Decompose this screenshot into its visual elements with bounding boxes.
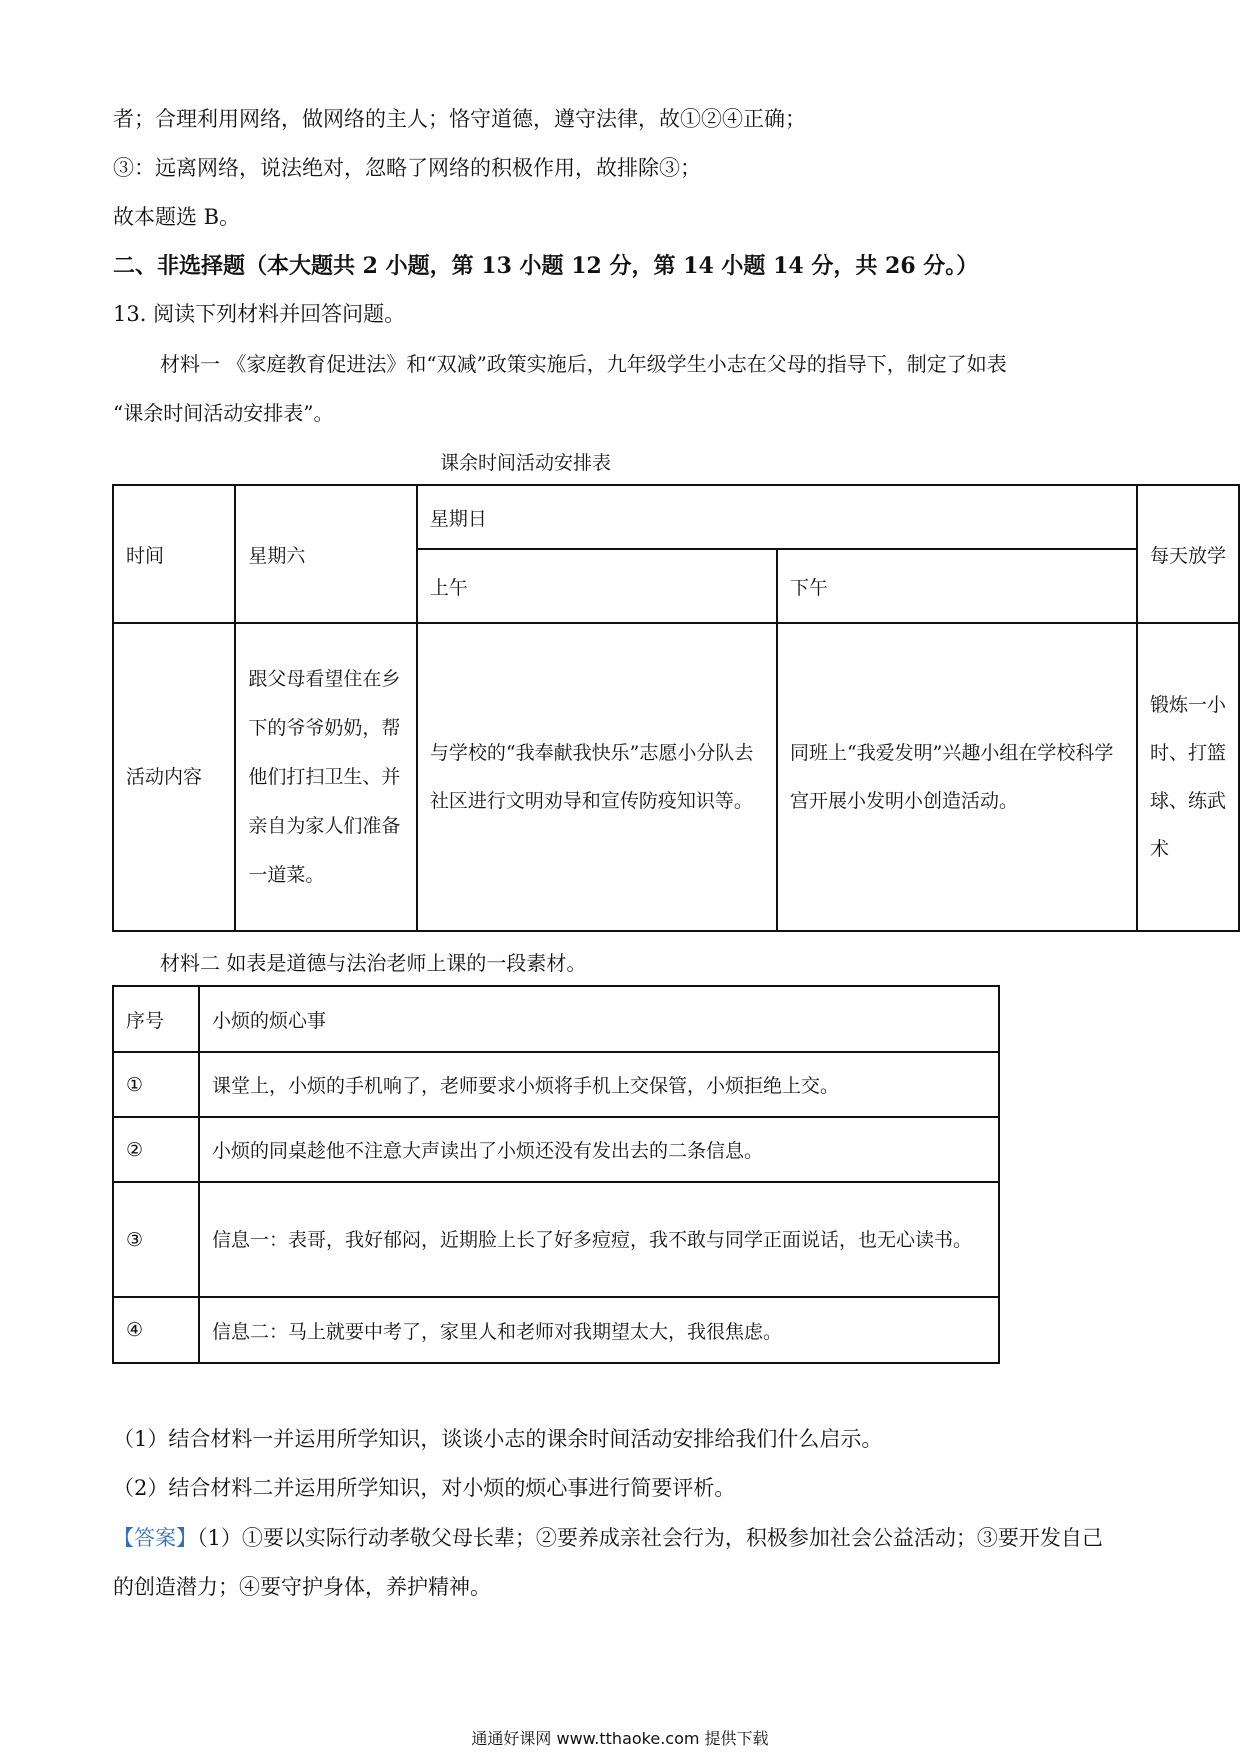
question-1: （1）结合材料一并运用所学知识，谈谈小志的课余时间活动安排给我们什么启示。 (113, 1427, 883, 1451)
row-number: ① (113, 1052, 199, 1117)
row-label-activity: 活动内容 (113, 623, 235, 931)
header-daily: 每天放学 (1137, 485, 1239, 623)
sunday-afternoon-activity: 同班上“我爱发明”兴趣小组在学校科学宫开展小发明小创造活动。 (777, 623, 1137, 931)
header-morning: 上午 (417, 549, 777, 623)
header-afternoon: 下午 (777, 549, 1137, 623)
header-time: 时间 (113, 485, 235, 623)
saturday-activity: 跟父母看望住在乡下的爷爷奶奶，帮他们打扫卫生、并亲自为家人们准备一道菜。 (235, 623, 417, 931)
answer-line-2: 的创造潜力；④要守护身体，养护精神。 (113, 1575, 491, 1599)
header-worries: 小烦的烦心事 (199, 986, 999, 1052)
section-heading: 二、非选择题（本大题共 2 小题，第 13 小题 12 分，第 14 小题 14 分，共 26 分。） (113, 253, 979, 279)
row-number: ③ (113, 1182, 199, 1297)
row-number: ④ (113, 1297, 199, 1363)
row-number: ② (113, 1117, 199, 1182)
schedule-table (112, 484, 1240, 932)
table-caption: 课余时间活动安排表 (440, 452, 612, 474)
material-one-cont: “课余时间活动安排表”。 (113, 401, 334, 425)
daily-activity: 锻炼一小时、打篮球、练武术 (1137, 623, 1239, 931)
header-sunday: 星期日 (417, 485, 1137, 549)
answer-tag: 【答案】 (113, 1526, 197, 1550)
row-text: 信息二：马上就要中考了，家里人和老师对我期望太大，我很焦虑。 (199, 1297, 999, 1363)
header-number: 序号 (113, 986, 199, 1052)
answer-line (113, 1523, 1103, 1553)
header-saturday: 星期六 (235, 485, 417, 623)
answer-text: （1）①要以实际行动孝敬父母长辈；②要养成亲社会行为，积极参加社会公益活动；③要开发自己 (197, 1526, 1103, 1550)
row-text: 小烦的同桌趁他不注意大声读出了小烦还没有发出去的二条信息。 (199, 1117, 999, 1182)
material-two: 材料二 如表是道德与法治老师上课的一段素材。 (160, 951, 587, 975)
material-one: 材料一 《家庭教育促进法》和“双减”政策实施后，九年级学生小志在父母的指导下，制定了如表 (160, 352, 1007, 376)
question-number: 13. 阅读下列材料并回答问题。 (113, 302, 406, 326)
worries-table (112, 985, 1000, 1364)
text-line: ③：远离网络，说法绝对，忽略了网络的积极作用，故排除③； (113, 156, 701, 180)
question-2: （2）结合材料二并运用所学知识，对小烦的烦心事进行简要评析。 (113, 1476, 736, 1500)
text-line: 故本题选 B。 (113, 205, 241, 229)
row-text: 课堂上，小烦的手机响了，老师要求小烦将手机上交保管，小烦拒绝上交。 (199, 1052, 999, 1117)
sunday-morning-activity: 与学校的“我奉献我快乐”志愿小分队去社区进行文明劝导和宣传防疫知识等。 (417, 623, 777, 931)
footer-source: 通通好课网 www.tthaoke.com 提供下载 (471, 1729, 769, 1748)
row-text: 信息一：表哥，我好郁闷，近期脸上长了好多痘痘，我不敢与同学正面说话，也无心读书。 (199, 1182, 999, 1297)
text-line: 者；合理利用网络，做网络的主人；恪守道德，遵守法律，故①②④正确； (113, 107, 806, 131)
